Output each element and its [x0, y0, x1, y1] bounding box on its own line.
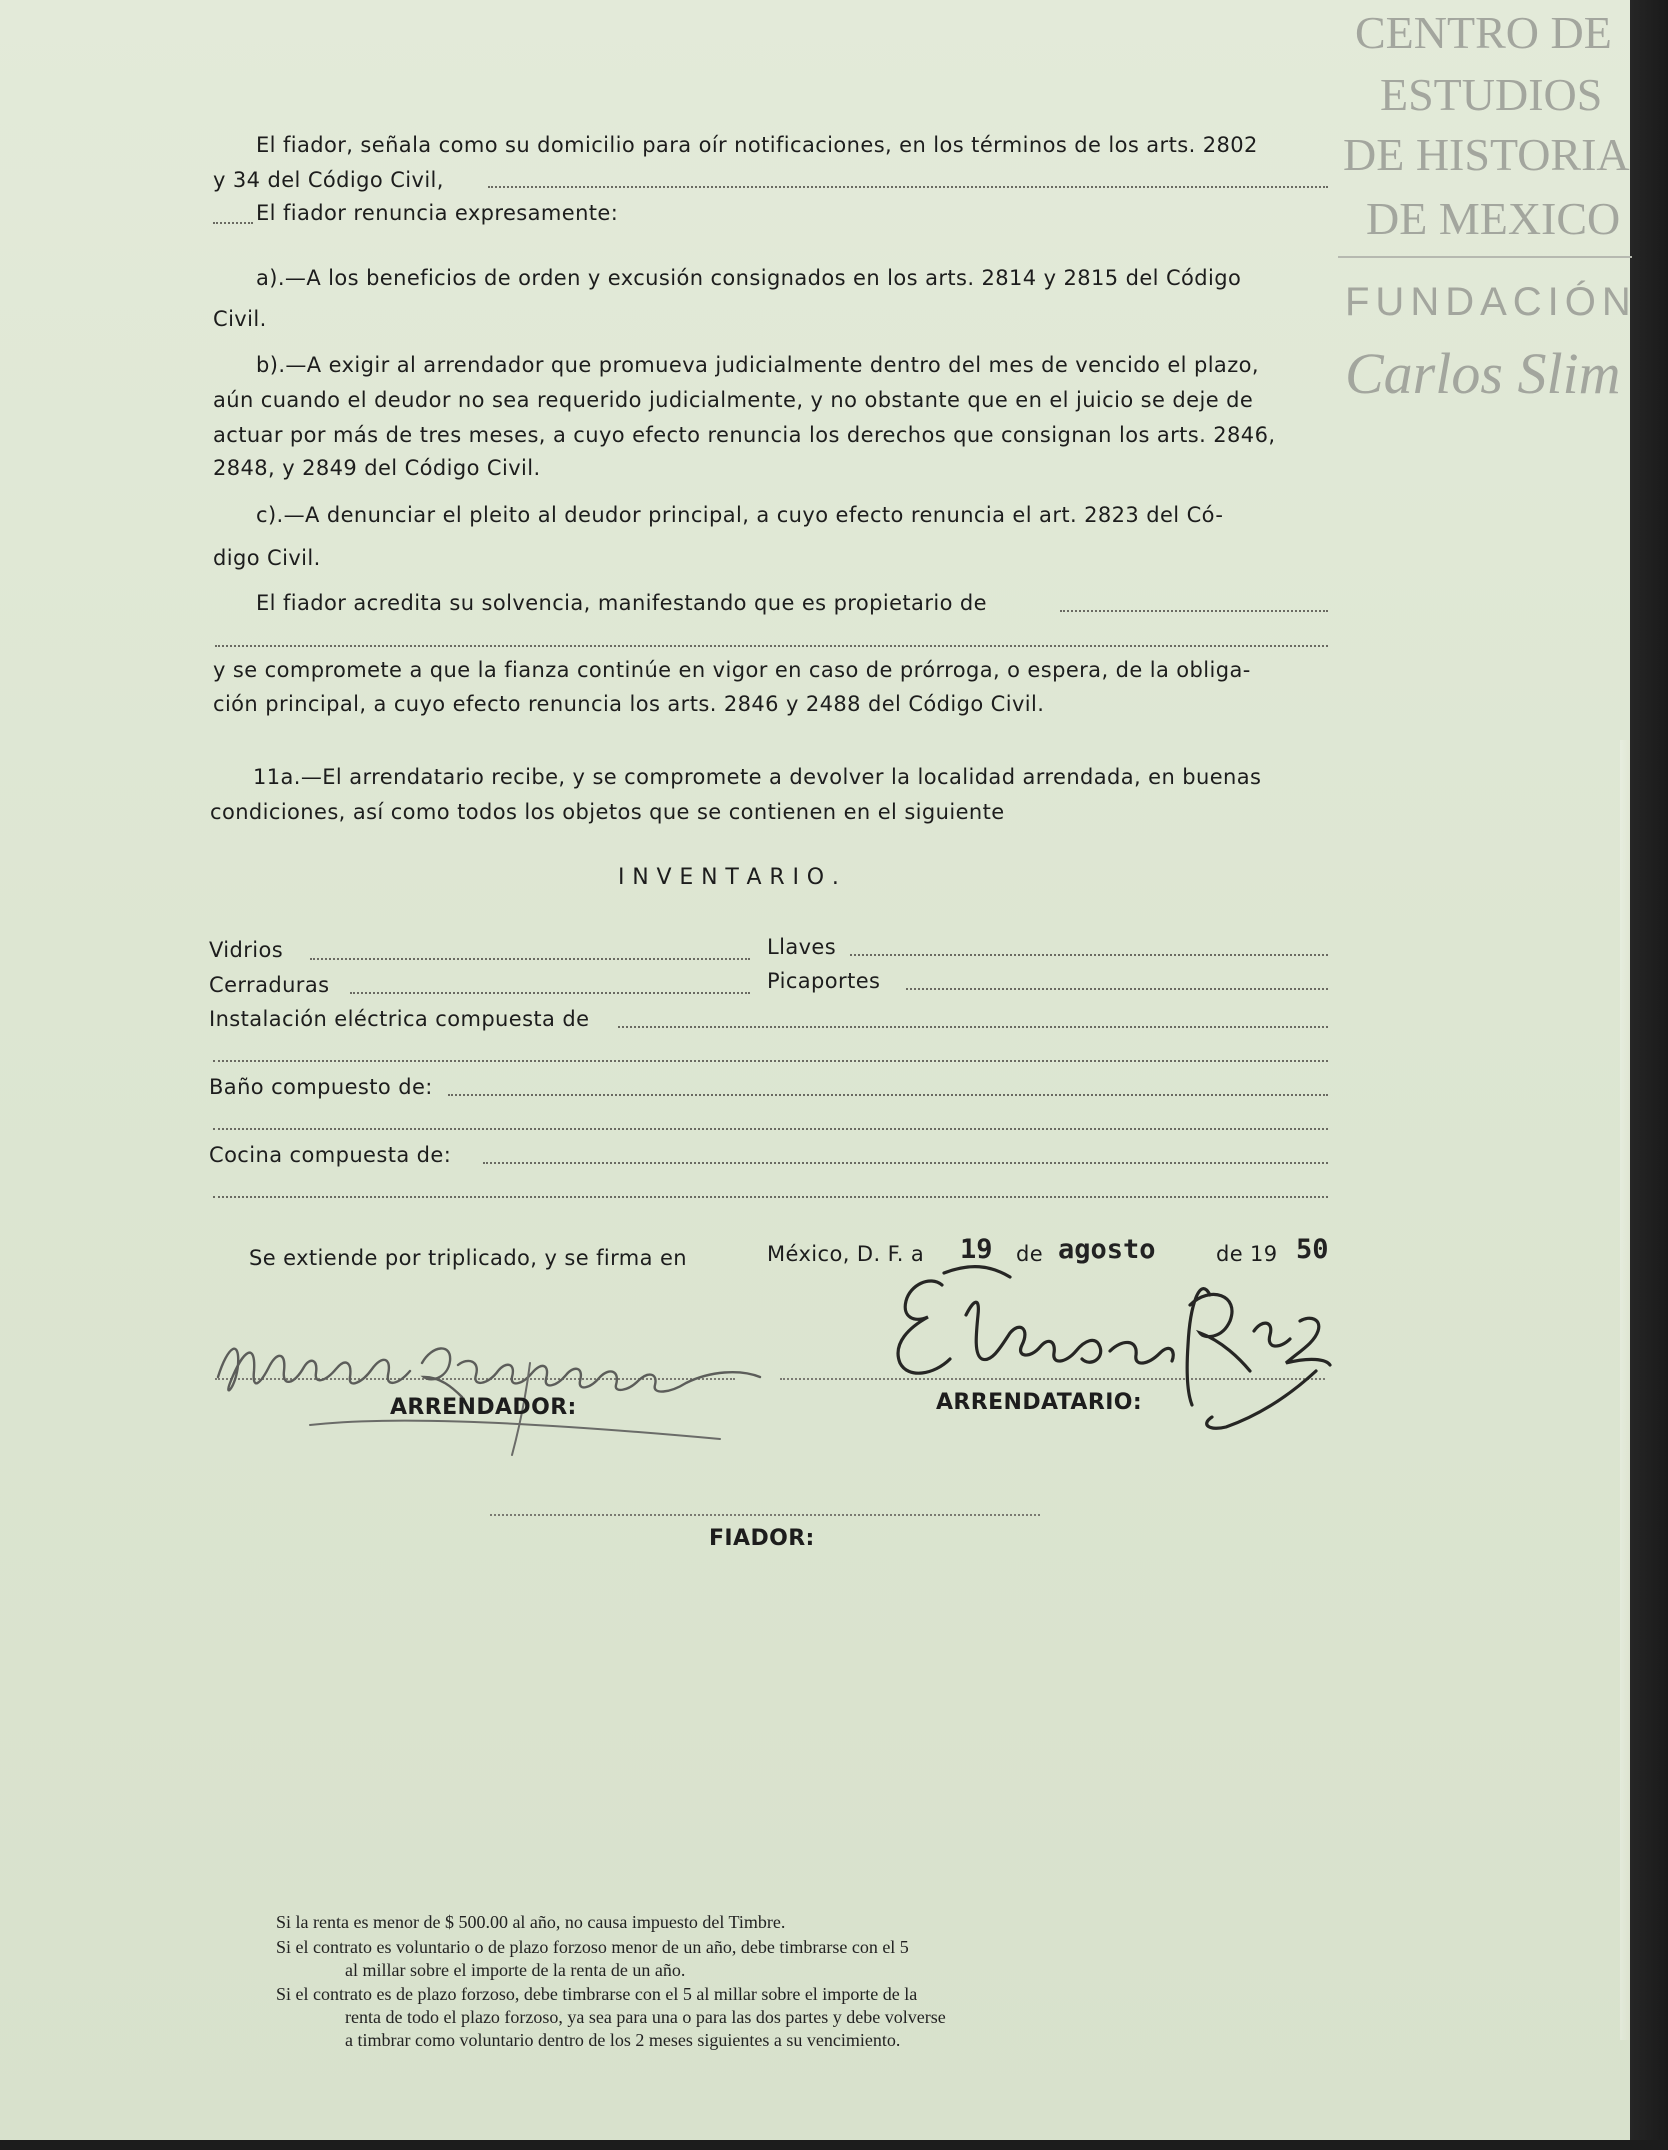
- arrendador-signature: [200, 1305, 780, 1475]
- extiende-text: Se extiende por triplicado, y se firma en: [249, 1246, 688, 1270]
- vidrios-blank: [310, 958, 750, 960]
- cerraduras-blank: [350, 992, 750, 994]
- arrendatario-label: ARRENDATARIO:: [936, 1390, 1143, 1415]
- renuncia-leader: [213, 222, 253, 224]
- inventory-llaves: Llaves: [767, 935, 837, 959]
- llaves-blank: [850, 954, 1328, 956]
- fecha-de-1: de: [1016, 1242, 1044, 1266]
- fecha-de-2: de: [1216, 1242, 1244, 1266]
- inventory-picaportes: Picaportes: [767, 969, 881, 993]
- cocina-blank-1: [483, 1162, 1328, 1164]
- clause-c-line-2: digo Civil.: [213, 546, 321, 570]
- clause-c-line-1: c).—A denunciar el pleito al deudor principal, a cuyo efecto renuncia el art. 2823 del Có-: [256, 503, 1224, 527]
- fiador-label: FIADOR:: [709, 1526, 815, 1551]
- note-3-line-1: Si el contrato es de plazo forzoso, debe timbrarse con el 5 al millar sobre el importe de la: [276, 1984, 918, 2004]
- clause-11-line-1: 11a.—El arrendatario recibe, y se compromete a devolver la localidad arrendada, en buenas: [253, 765, 1262, 789]
- fecha-mes: agosto: [1058, 1234, 1156, 1265]
- domicilio-blank: [488, 186, 1328, 188]
- clause-a-line-2: Civil.: [213, 307, 267, 331]
- electrica-blank-1: [618, 1026, 1328, 1028]
- inventory-cocina: Cocina compuesta de:: [209, 1143, 452, 1167]
- solvencia-blank-1: [1060, 610, 1328, 612]
- scan-bottom-edge: [0, 2140, 1668, 2150]
- watermark-divider: [1338, 256, 1632, 258]
- arrendatario-signature: [870, 1255, 1340, 1450]
- watermark-line-5: FUNDACIÓN: [1345, 280, 1637, 324]
- inventory-title: I N V E N T A R I O .: [618, 865, 840, 890]
- picaportes-blank: [906, 988, 1328, 990]
- clause-b-line-4: 2848, y 2849 del Código Civil.: [213, 456, 541, 480]
- arrendador-label: ARRENDADOR:: [390, 1395, 577, 1420]
- solvencia-line-4: ción principal, a cuyo efecto renuncia los arts. 2846 y 2488 del Código Civil.: [213, 692, 1045, 716]
- bano-blank-1: [448, 1094, 1328, 1096]
- solvencia-line-1: El fiador acredita su solvencia, manifestando que es propietario de: [256, 591, 987, 615]
- cocina-blank-2: [213, 1196, 1328, 1198]
- solvencia-line-3: y se compromete a que la fianza continúe en vigor en caso de prórroga, o espera, de la obliga-: [213, 658, 1251, 682]
- clause-a-line-1: a).—A los beneficios de orden y excusión consignados en los arts. 2814 y 2815 del Código: [256, 266, 1242, 290]
- fecha-anio: 50: [1296, 1234, 1329, 1265]
- watermark-line-6: Carlos Slim: [1345, 341, 1621, 406]
- clause-b-line-3: actuar por más de tres meses, a cuyo efecto renuncia los derechos que consignan los arts. 2846,: [213, 423, 1276, 447]
- fiador-domicilio-line-2: y 34 del Código Civil,: [213, 168, 444, 192]
- inventory-electrica: Instalación eléctrica compuesta de: [209, 1007, 590, 1031]
- note-3-line-3: a timbrar como voluntario dentro de los 2 meses siguientes a su vencimiento.: [345, 2030, 901, 2050]
- fiador-renuncia-heading: El fiador renuncia expresamente:: [256, 201, 619, 225]
- fecha-dia: 19: [960, 1234, 993, 1265]
- fiador-domicilio-line-1: El fiador, señala como su domicilio para oír notificaciones, en los términos de los arts. 2802: [256, 133, 1258, 157]
- watermark-line-4: DE MEXICO: [1366, 193, 1621, 244]
- bano-blank-2: [213, 1128, 1328, 1130]
- clause-b-line-2: aún cuando el deudor no sea requerido judicialmente, y no obstante que en el juicio se deje de: [213, 388, 1254, 412]
- note-1: Si la renta es menor de $ 500.00 al año, no causa impuesto del Timbre.: [276, 1912, 786, 1932]
- fecha-anio-prefix: 19: [1250, 1242, 1278, 1266]
- fiador-signature-line: [490, 1514, 1040, 1516]
- clause-b-line-1: b).—A exigir al arrendador que promueva judicialmente dentro del mes de vencido el plazo,: [256, 353, 1259, 377]
- note-2-line-2: al millar sobre el importe de la renta de un año.: [345, 1960, 686, 1980]
- lugar-text: México, D. F. a: [767, 1242, 925, 1266]
- watermark-line-3: DE HISTORIA: [1343, 129, 1630, 180]
- inventory-vidrios: Vidrios: [209, 938, 284, 962]
- note-2-line-1: Si el contrato es voluntario o de plazo forzoso menor de un año, debe timbrarse con el 5: [276, 1937, 909, 1957]
- inventory-cerraduras: Cerraduras: [209, 973, 330, 997]
- electrica-blank-2: [213, 1060, 1328, 1062]
- watermark-line-2: ESTUDIOS: [1380, 69, 1603, 120]
- solvencia-blank-2: [215, 645, 1328, 647]
- inventory-bano: Baño compuesto de:: [209, 1075, 433, 1099]
- watermark-line-1: CENTRO DE: [1355, 7, 1612, 58]
- clause-11-line-2: condiciones, así como todos los objetos que se contienen en el siguiente: [210, 800, 1005, 824]
- note-3-line-2: renta de todo el plazo forzoso, ya sea para una o para las dos partes y debe volverse: [345, 2007, 946, 2027]
